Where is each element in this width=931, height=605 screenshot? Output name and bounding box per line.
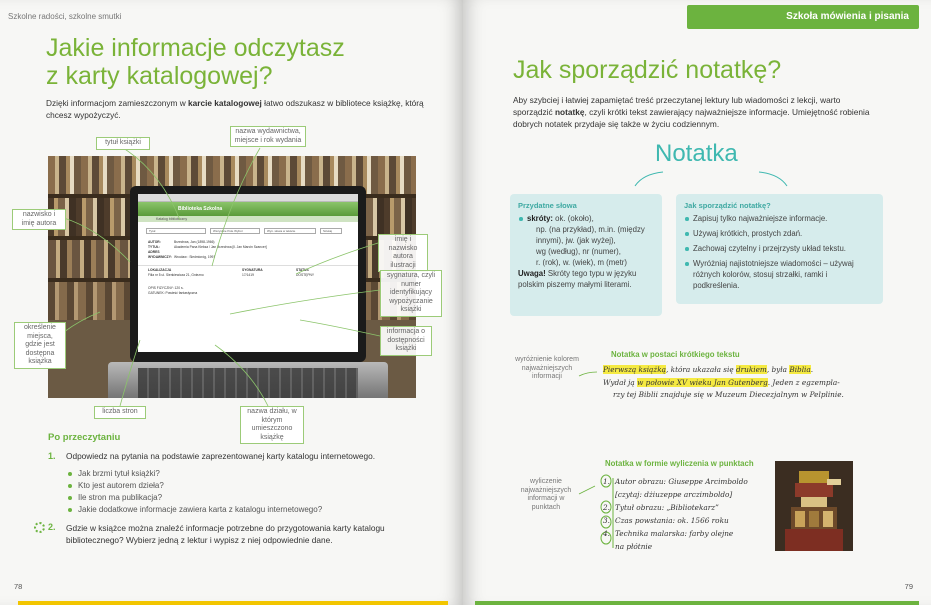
- holdings-col: [148, 268, 228, 278]
- holdings-table: [138, 265, 358, 280]
- useful-words-list: [518, 213, 654, 224]
- list-item: [603, 501, 773, 514]
- abbrev-line: innymi), jw. (jak wyżej),: [536, 236, 616, 245]
- site-title: Biblioteka Szkolna: [138, 202, 358, 216]
- highlight: drukiem: [736, 365, 767, 374]
- gear-icon: [34, 522, 45, 533]
- list-item: [603, 527, 773, 540]
- useful-words-heading: Przydatne słowa: [518, 201, 577, 210]
- question-2-text: Gdzie w książce można znaleźć informacje potrzebne do przygotowania karty katalogu bibliotecznego? Wybierz jedną z lektur i wypisz z niej odpowiednie dane.: [66, 523, 385, 545]
- how-to-box: [676, 194, 883, 304]
- intro-bold: karcie katalogowej: [188, 98, 262, 108]
- intro-text: Dzięki informacjom zamieszczonym w: [46, 98, 188, 108]
- page-number-left: 78: [14, 582, 23, 591]
- callout-availability: informacja o dostępności książki: [380, 326, 432, 356]
- question-2-number: 2.: [48, 522, 56, 532]
- item-text: Tytuł obrazu: „Bibliotekarz”: [615, 503, 719, 512]
- record-value: Wrocław : Siedmioróg, 1991: [174, 255, 216, 259]
- record-key: ADRES: [148, 250, 160, 254]
- left-title: [46, 34, 426, 90]
- question-1-text: Odpowiedz na pytania na podstawie zaprezentowanej karty katalogu internetowego.: [66, 451, 376, 461]
- callout-title: tytuł książki: [96, 137, 150, 150]
- callout-publisher: nazwa wydawnictwa, miejsce i rok wydania: [230, 126, 306, 147]
- note-text: , była: [766, 365, 790, 374]
- section-tab: Szkoła mówienia i pisania: [687, 5, 919, 29]
- callout-call-number: sygnatura, czyli numer identyfikujący wypożyczanie książki: [380, 270, 442, 317]
- abbrev-note: [518, 268, 654, 290]
- note-text: Skróty tego typu w języku polskim piszemy małymi literami.: [518, 269, 637, 289]
- record-key: AUTOR:: [148, 240, 161, 244]
- note-line: [603, 364, 863, 377]
- list-item: Jakie dodatkowe informacje zawiera karta z katalogu internetowego?: [66, 504, 426, 516]
- search-field[interactable]: Tytuł: [146, 228, 206, 234]
- physical-description: [138, 284, 358, 298]
- list-item: [603, 514, 773, 527]
- holdings-col: [296, 268, 336, 278]
- intro-text: Aby szybciej i łatwiej zapamiętać treść przeczytanej lektury lub wiadomości z lekcji, warto sporządzić: [513, 95, 841, 117]
- record-key: WYDAWNICZY:: [148, 255, 172, 259]
- painting-librarian: [775, 461, 853, 551]
- list-note: [603, 475, 773, 553]
- notatka-heading: Notatka: [655, 140, 738, 167]
- record-value: Brzechwa, Jan (1898-1966): [174, 240, 215, 244]
- intro-text-end: łatwo odszukasz w bibliotece książkę, którą chcesz wypożyczyć.: [46, 98, 424, 120]
- list-item: Używaj krótkich, prostych zdań.: [684, 228, 875, 239]
- how-to-list: [684, 213, 875, 291]
- table-cell: 17/1419: [242, 273, 254, 277]
- table-cell: DOSTĘPNY: [296, 273, 315, 277]
- abbrev-line: np. (na przykład), m.in. (między: [536, 225, 645, 234]
- item-number: 4.: [603, 529, 610, 538]
- table-head: SYGNATURA: [242, 268, 263, 272]
- record-key: TYTUŁ:: [148, 245, 160, 249]
- list-item: Jak brzmi tytuł książki?: [66, 468, 426, 480]
- search-field[interactable]: Wyś. słowa w tekście: [264, 228, 316, 234]
- item-text: Technika malarska: farby olejne: [615, 529, 734, 538]
- highlight: w połowie XV wieku Jan Gutenberg: [637, 377, 768, 387]
- laptop-keyboard: [108, 362, 388, 398]
- intro-bold: notatkę: [554, 107, 585, 117]
- question-1-list: [66, 468, 426, 516]
- list-note-heading: Notatka w formie wyliczenia w punktach: [605, 459, 754, 468]
- item-number: 1.: [603, 477, 610, 486]
- abbrev-line: r. (rok), w. (wiek), m (metr): [536, 258, 627, 267]
- painting-image: [775, 461, 853, 551]
- highlight: Biblia: [789, 365, 811, 374]
- left-title-line1: Jakie informacje odczytasz: [46, 34, 345, 62]
- table-head: STATUS: [296, 268, 309, 272]
- after-reading-heading: Po przeczytaniu: [48, 432, 121, 443]
- browser-bar: [138, 194, 358, 202]
- list-item: Wyróżniaj najistotniejsze wiadomości – używaj różnych kolorów, stosuj strzałki, ramki i podkreślenia.: [684, 258, 875, 291]
- label-arrow: [579, 486, 595, 494]
- how-to-heading: Jak sporządzić notatkę?: [684, 201, 771, 210]
- left-page: [0, 0, 463, 605]
- bold-term: skróty:: [527, 214, 553, 223]
- note-line: rzy tej Biblii znajduje się w Muzeum Diecezjalnym w Pelplinie.: [613, 390, 844, 399]
- running-head: Szkolne radości, szkolne smutki: [8, 12, 122, 21]
- catalog-web-page: [138, 194, 358, 352]
- table-head: LOKALIZACJA: [148, 268, 172, 272]
- record-value: Akademia Pana Kleksa / Jan Brzechwa [il. Jan Marcin Szancer]: [174, 245, 267, 249]
- bottom-bar-left: [18, 601, 448, 605]
- subject-line: GATUNEK: Powieść fantastyczna: [148, 291, 198, 295]
- note-text: , która ukazała się: [666, 365, 736, 374]
- list-item: [603, 475, 773, 488]
- highlight: Pierwszą książką: [603, 365, 667, 374]
- list-item: Ile stron ma publikacja?: [66, 492, 426, 504]
- intro-text-end: , czyli krótki tekst zawierający najważniejsze informacje. Umiejętność robienia dobrych notatek przydaje się także w życiu codziennym.: [513, 107, 870, 129]
- callout-location: określenie miejsca, gdzie jest dostępna książka: [14, 322, 66, 369]
- list-item: Kto jest autorem dzieła?: [66, 480, 426, 492]
- item-text: Czas powstania: ok. 1566 roku: [615, 516, 729, 525]
- search-field[interactable]: Wszystkie Pole Wybór: [210, 228, 260, 234]
- list-item: [603, 488, 773, 501]
- record-row: [148, 255, 348, 260]
- page-number-right: 79: [904, 582, 913, 591]
- right-intro: [513, 94, 871, 130]
- callout-illustrator: imię i nazwisko autora ilustracji: [378, 234, 428, 272]
- question-1-number: 1.: [48, 451, 56, 461]
- pages-line: OPIS FIZYCZNY: 120 s.: [148, 286, 184, 290]
- item-number: [603, 488, 615, 501]
- list-item: [518, 213, 654, 224]
- list-item: Zapisuj tylko najważniejsze informacje.: [684, 213, 875, 224]
- note-text: Wydał ją: [603, 377, 638, 387]
- note-bold: Uwaga!: [518, 269, 546, 278]
- catalog-record: [138, 238, 358, 262]
- term-text: ok. (około),: [553, 214, 594, 223]
- item-number: 2.: [603, 503, 610, 512]
- abbrev-line: wg (według), nr (numer),: [536, 247, 621, 256]
- brace-line: [635, 172, 663, 186]
- left-title-line2: z karty katalogowej?: [46, 62, 273, 90]
- laptop-photo: [48, 156, 416, 398]
- list-item: Zachowaj czytelny i przejrzysty układ tekstu.: [684, 243, 875, 254]
- item-text: Autor obrazu: Giuseppe Arcimboldo: [615, 477, 748, 486]
- right-title: Jak sporządzić notatkę?: [513, 56, 782, 84]
- table-cell: Filia nr 5 ul. Sienkiewicza 21, Gniezno: [148, 273, 204, 277]
- list-side-label: wyliczenie najważniejszych informacji w punktach: [520, 478, 572, 511]
- item-text: [czytaj: dżiuzeppe arczimboldo]: [615, 490, 733, 499]
- bottom-bar-right: [475, 601, 919, 605]
- item-text: na płótnie: [615, 542, 653, 551]
- brace-line: [759, 172, 787, 186]
- item-number: [603, 540, 615, 553]
- site-subtitle: Katalog biblioteczny: [138, 216, 358, 222]
- note-text: . Jeden z egzempla-: [767, 377, 840, 387]
- short-text-note: [603, 364, 863, 402]
- highlight-side-label: wyróżnienie kolorem najważniejszych informacji: [515, 356, 579, 380]
- useful-words-box: [510, 194, 662, 316]
- note-line: [603, 377, 863, 390]
- list-item: [603, 540, 773, 553]
- callout-author: nazwisko i imię autora: [12, 209, 66, 230]
- right-page: [463, 0, 931, 605]
- search-row: [138, 222, 358, 238]
- search-button[interactable]: Szukaj: [320, 228, 342, 234]
- callout-department: nazwa działu, w którym umieszczono książkę: [240, 406, 304, 444]
- laptop-screen: [130, 186, 366, 362]
- item-number: 3.: [603, 516, 610, 525]
- left-intro: [46, 97, 426, 121]
- short-text-heading: Notatka w postaci krótkiego tekstu: [611, 350, 740, 359]
- callout-pages: liczba stron: [94, 406, 146, 419]
- holdings-col: [242, 268, 282, 278]
- note-text: .: [810, 365, 814, 374]
- label-arrow: [579, 372, 597, 376]
- keys: [138, 368, 358, 398]
